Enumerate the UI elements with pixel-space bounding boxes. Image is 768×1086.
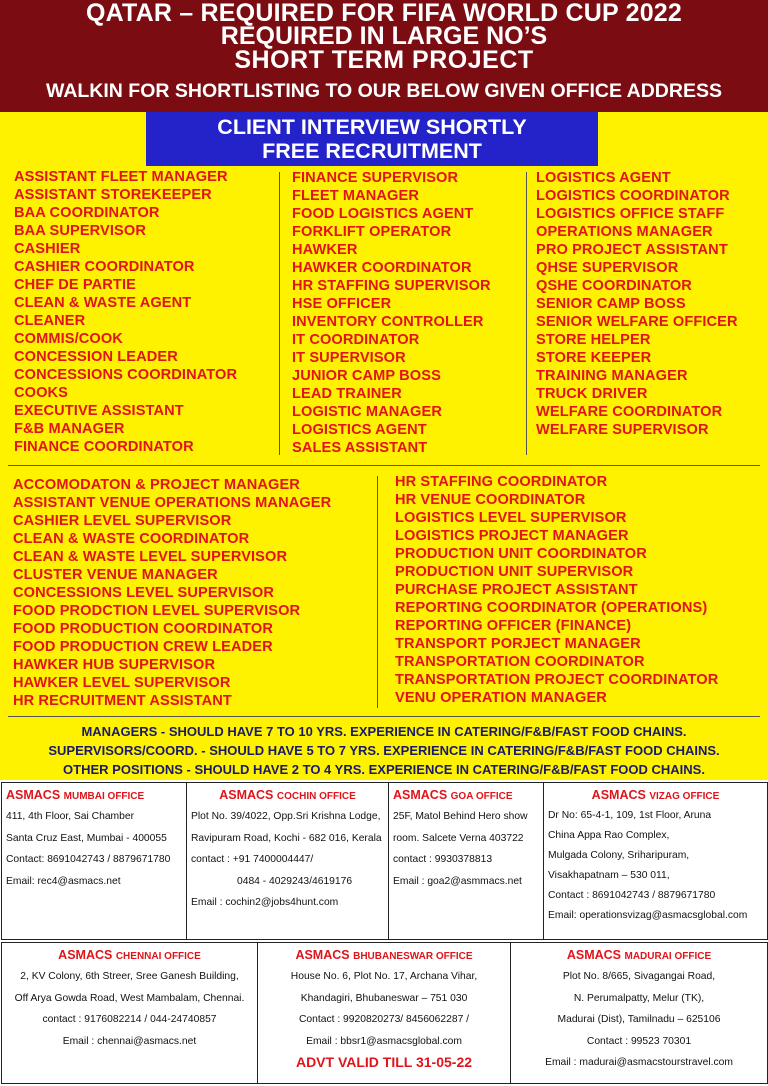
position-item: TRANSPORTATION PROJECT COORDINATOR	[395, 672, 719, 688]
position-item: TRANSPORT PORJECT MANAGER	[395, 636, 641, 652]
experience-supervisors: SUPERVISORS/COORD. - SHOULD HAVE 5 TO 7 YRS. EXPERIENCE IN CATERING/F&B/FAST FOOD CHAINS.	[48, 743, 720, 758]
free-recruitment-line: FREE RECRUITMENT	[262, 139, 482, 163]
position-item: LOGISTICS OFFICE STAFF	[536, 206, 725, 222]
position-item: LOGISTICS PROJECT MANAGER	[395, 528, 629, 544]
walkin-note: WALKIN FOR SHORTLISTING TO OUR BELOW GIVEN OFFICE ADDRESS	[45, 80, 722, 102]
office-contact: 0484 - 4029243/4619176	[237, 875, 353, 887]
positions-column-5	[395, 473, 718, 707]
office-contact: Contact: 8691042743 / 8879671780	[6, 854, 171, 865]
office-mumbai	[1, 782, 187, 940]
position-item: FLEET MANAGER	[292, 188, 419, 204]
office-bhubaneswar	[257, 942, 511, 1084]
interview-banner	[146, 112, 598, 166]
position-item: FINANCE SUPERVISOR	[292, 170, 459, 186]
project-type: SHORT TERM PROJECT	[234, 46, 534, 74]
position-item: HAWKER HUB SUPERVISOR	[13, 657, 216, 673]
position-item: IT COORDINATOR	[292, 332, 420, 348]
position-item: CONCESSIONS COORDINATOR	[14, 367, 238, 383]
office-address-line: Plot No. 39/4022, Opp.Sri Krishna Lodge,	[191, 811, 381, 822]
position-item: CASHIER COORDINATOR	[14, 259, 195, 275]
office-contact: contact : +91 7400004447/	[191, 854, 314, 865]
column-divider	[526, 172, 527, 455]
position-item: HR STAFFING SUPERVISOR	[292, 278, 491, 294]
position-item: HSE OFFICER	[292, 296, 392, 312]
office-madurai	[510, 942, 768, 1084]
position-item: LOGISTICS COORDINATOR	[536, 188, 730, 204]
office-address-line: 411, 4th Floor, Sai Chamber	[6, 811, 135, 822]
positions-column-1	[14, 168, 237, 456]
position-item: CONCESSION LEADER	[14, 349, 178, 365]
office-address-line: room. Salcete Verna 403722	[393, 832, 524, 844]
office-email: Email : cochin2@jobs4hunt.com	[191, 897, 339, 908]
position-item: FORKLIFT OPERATOR	[292, 224, 452, 240]
position-item: ASSISTANT VENUE OPERATIONS MANAGER	[13, 495, 332, 511]
position-item: FOOD PRODUCTION CREW LEADER	[13, 639, 273, 655]
position-item: HR STAFFING COORDINATOR	[395, 474, 608, 490]
office-contact: Contact : 99523 70301	[586, 1035, 692, 1047]
office-email: Email : bbsr1@asmacsglobal.com	[306, 1035, 462, 1047]
column-divider	[377, 476, 378, 708]
office-address-line: Santa Cruz East, Mumbai - 400055	[6, 832, 167, 844]
office-contact: Contact : 8691042743 / 8879671780	[548, 890, 716, 901]
office-address-line: Mulgada Colony, Sriharipuram,	[548, 850, 690, 861]
position-item: INVENTORY CONTROLLER	[292, 314, 484, 330]
position-item: TRANSPORTATION COORDINATOR	[395, 654, 645, 670]
position-item: IT SUPERVISOR	[292, 350, 406, 366]
office-email: Email : goa2@asmmacs.net	[393, 875, 522, 887]
column-divider	[279, 172, 280, 455]
office-chennai	[1, 942, 258, 1084]
position-item: FINANCE COORDINATOR	[14, 439, 194, 455]
office-address-line: Ravipuram Road, Kochi - 682 016, Kerala	[191, 832, 382, 844]
positions-column-4	[13, 476, 331, 710]
office-address-line: N. Perumalpatty, Melur (TK),	[573, 992, 705, 1004]
office-title: ASMACS VIZAG OFFICE	[591, 788, 720, 802]
position-item: SENIOR WELFARE OFFICER	[536, 314, 738, 330]
position-item: JUNIOR CAMP BOSS	[292, 368, 441, 384]
position-item: ACCOMODATON & PROJECT MANAGER	[13, 477, 300, 493]
office-address-line: Plot No. 8/665, Sivagangai Road,	[562, 971, 716, 982]
office-email: Email : chennai@asmacs.net	[62, 1035, 197, 1047]
office-address-line: House No. 6, Plot No. 17, Archana Vihar,	[290, 971, 478, 982]
position-item: HAWKER COORDINATOR	[292, 260, 472, 276]
position-item: COOKS	[14, 385, 69, 401]
experience-managers: MANAGERS - SHOULD HAVE 7 TO 10 YRS. EXPERIENCE IN CATERING/F&B/FAST FOOD CHAINS.	[81, 724, 687, 739]
position-item: LEAD TRAINER	[292, 386, 402, 402]
experience-requirements	[0, 722, 768, 779]
position-item: STORE KEEPER	[536, 350, 652, 366]
office-email: Email : madurai@asmacstourstravel.com	[545, 1057, 733, 1068]
position-item: CLEAN & WASTE LEVEL SUPERVISOR	[13, 549, 288, 565]
office-address-line: Madurai (Dist), Tamilnadu – 625106	[557, 1014, 721, 1025]
position-item: LOGISTICS AGENT	[292, 422, 427, 438]
positions-column-2	[292, 169, 491, 457]
section-divider	[8, 465, 760, 466]
position-item: TRAINING MANAGER	[536, 368, 688, 384]
office-address-line: China Appa Rao Complex,	[548, 830, 670, 841]
position-item: QSHE COORDINATOR	[536, 278, 692, 294]
position-item: LOGISTIC MANAGER	[292, 404, 442, 420]
office-contact: Contact : 9920820273/ 8456062287 /	[298, 1014, 470, 1025]
advt-validity: ADVT VALID TILL 31-05-22	[295, 1054, 473, 1070]
position-item: CONCESSIONS LEVEL SUPERVISOR	[13, 585, 274, 601]
position-item: REPORTING OFFICER (FINANCE)	[395, 618, 632, 634]
position-item: LOGISTICS LEVEL SUPERVISOR	[395, 510, 627, 526]
position-item: ASSISTANT FLEET MANAGER	[14, 169, 228, 185]
subheadline: REQUIRED IN LARGE NO’S	[220, 22, 548, 50]
position-item: FOOD PRODCTION LEVEL SUPERVISOR	[13, 603, 301, 619]
position-item: SALES ASSISTANT	[292, 440, 428, 456]
experience-others: OTHER POSITIONS - SHOULD HAVE 2 TO 4 YRS. EXPERIENCE IN CATERING/F&B/FAST FOOD CHAINS.	[63, 762, 705, 777]
position-item: CASHIER	[14, 241, 81, 257]
office-address-line: 2, KV Colony, 6th Streer, Sree Ganesh Building,	[20, 971, 239, 982]
office-title: ASMACS MADURAI OFFICE	[566, 948, 712, 962]
position-item: COMMIS/COOK	[14, 331, 123, 347]
position-item: TRUCK DRIVER	[536, 386, 648, 402]
position-item: F&B MANAGER	[14, 421, 125, 437]
position-item: CASHIER LEVEL SUPERVISOR	[13, 513, 232, 529]
position-item: LOGISTICS AGENT	[536, 170, 671, 186]
office-email: Email: rec4@asmacs.net	[6, 875, 121, 887]
office-title: ASMACS GOA OFFICE	[393, 788, 513, 802]
position-item: ASSISTANT STOREKEEPER	[14, 187, 212, 203]
office-address-line: Visakhapatnam – 530 011,	[548, 870, 670, 881]
position-item: HAWKER LEVEL SUPERVISOR	[13, 675, 231, 691]
office-address-line: 25F, Matol Behind Hero show	[393, 811, 528, 822]
position-item: CLUSTER VENUE MANAGER	[13, 567, 218, 583]
position-item: SENIOR CAMP BOSS	[536, 296, 686, 312]
position-item: QHSE SUPERVISOR	[536, 260, 679, 276]
position-item: WELFARE COORDINATOR	[536, 404, 723, 420]
position-item: STORE HELPER	[536, 332, 651, 348]
office-address-line: Dr No: 65-4-1, 109, 1st Floor, Aruna	[548, 810, 712, 821]
position-item: CLEAN & WASTE AGENT	[14, 295, 192, 311]
position-item: FOOD LOGISTICS AGENT	[292, 206, 474, 222]
office-email: Email: operationsvizag@asmacsglobal.com	[548, 910, 748, 921]
office-title: ASMACS CHENNAI OFFICE	[58, 948, 201, 962]
position-item: PRODUCTION UNIT COORDINATOR	[395, 546, 647, 562]
position-item: BAA SUPERVISOR	[14, 223, 146, 239]
position-item: BAA COORDINATOR	[14, 205, 160, 221]
position-item: OPERATIONS MANAGER	[536, 224, 713, 240]
position-item: PRODUCTION UNIT SUPERVISOR	[395, 564, 634, 580]
positions-column-3	[536, 169, 738, 439]
office-title: ASMACS COCHIN OFFICE	[219, 788, 356, 802]
office-contact: contact : 9930378813	[393, 854, 493, 865]
position-item: VENU OPERATION MANAGER	[395, 690, 607, 706]
position-item: PURCHASE PROJECT ASSISTANT	[395, 582, 638, 598]
position-item: REPORTING COORDINATOR (OPERATIONS)	[395, 600, 708, 616]
position-item: CLEANER	[14, 313, 86, 329]
position-item: FOOD PRODUCTION COORDINATOR	[13, 621, 273, 637]
header-banner	[0, 0, 768, 112]
position-item: EXECUTIVE ASSISTANT	[14, 403, 184, 419]
section-divider	[8, 716, 760, 717]
position-item: CHEF DE PARTIE	[14, 277, 136, 293]
office-address-line: Khandagiri, Bhubaneswar – 751 030	[300, 992, 468, 1004]
office-title: ASMACS BHUBANESWAR OFFICE	[295, 948, 473, 962]
position-item: HR VENUE COORDINATOR	[395, 492, 586, 508]
position-item: PRO PROJECT ASSISTANT	[536, 242, 728, 258]
position-item: WELFARE SUPERVISOR	[536, 422, 709, 438]
position-item: HAWKER	[292, 242, 358, 258]
office-goa	[388, 782, 544, 940]
position-item: CLEAN & WASTE COORDINATOR	[13, 531, 250, 547]
interview-line: CLIENT INTERVIEW SHORTLY	[217, 115, 527, 139]
office-cochin	[186, 782, 389, 940]
office-title: ASMACS MUMBAI OFFICE	[6, 788, 145, 802]
office-address-line: Off Arya Gowda Road, West Mambalam, Chennai.	[14, 992, 245, 1004]
office-contact: contact : 9176082214 / 044-24740857	[42, 1014, 217, 1025]
position-item: HR RECRUITMENT ASSISTANT	[13, 693, 232, 709]
headline: QATAR – REQUIRED FOR FIFA WORLD CUP 2022	[85, 0, 683, 27]
office-vizag	[543, 782, 768, 940]
